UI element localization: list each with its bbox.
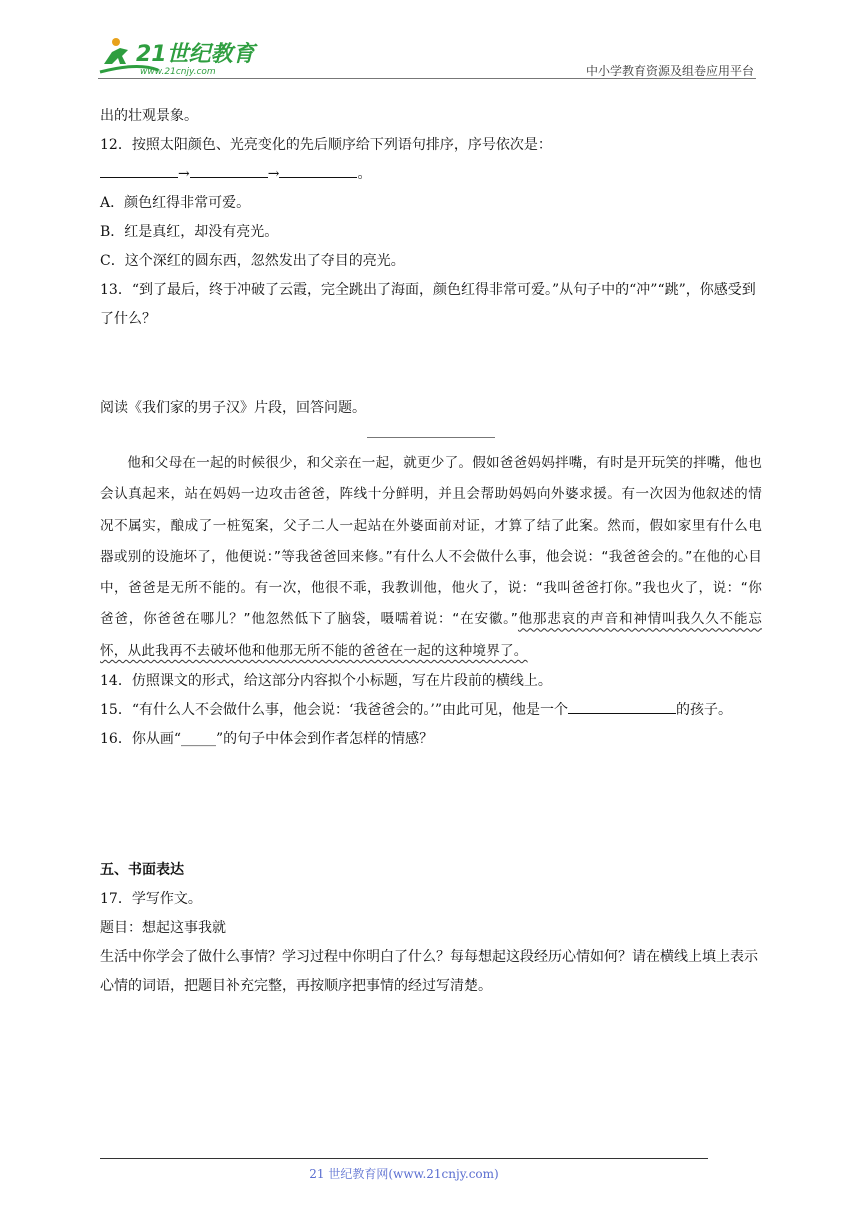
svg-text:www.21cnjy.com: www.21cnjy.com [140, 67, 216, 77]
footer-link[interactable]: 21 世纪教育网(www.21cnjy.com) [309, 1167, 499, 1181]
option-c: C．这个深红的圆东西，忽然发出了夺目的亮光。 [100, 253, 405, 269]
q15-text: 15．“有什么人不会做什么事，他会说：‘我爸爸会的。’”由此可见，他是一个 [100, 702, 569, 719]
header-divider [98, 78, 756, 79]
section-heading: 五、书面表达 [100, 862, 184, 879]
q12-answer-blanks [100, 160, 762, 189]
question-14: 14．仿照课文的形式，给这部分内容拟个小标题，写在片段前的横线上。 [100, 673, 552, 690]
essay-prompt: 生活中你学会了做什么事情？学习过程中你明白了什么？每每想起这段经历心情如何？请在横线上填上表示心情的词语，把题目补充完整，再按顺序把事情的经过写清楚。 [100, 949, 758, 995]
essay-topic: 题目：想起这事我就 [100, 920, 226, 937]
footer-divider [100, 1158, 708, 1159]
reading-passage [100, 448, 762, 667]
passage-text: 他和父母在一起的时候很少，和父亲在一起，就更少了。假如爸爸妈妈拌嘴，有时是开玩笑的拌嘴，他也会认真起来，站在妈妈一边攻击爸爸，阵线十分鲜明，并且会帮助妈妈向外婆求援。有一次因为他叙述的情况不属实，酿成了一桩冤案，父子二人一起站在外婆面前对证，才算了结了此案。然而，假如家里有什么电器或别的设施坏了，他便说：”等我爸爸回来修。”有什么人不会做什么事，他会说：“我爸爸会的。”在他的心目中，爸爸是无所不能的。有一次，他很不乖，我教训他，他火了，说：“我叫爸爸打你。”我也火了，说：“你爸爸，你爸爸在哪儿？”他忽然低下了脑袋，嗫嚅着说：“在安徽。” [100, 455, 762, 628]
text-line: 出的壮观景象。 [100, 108, 198, 124]
platform-name: 中小学教育资源及组卷应用平台 [585, 64, 754, 78]
question-12: 12．按照太阳颜色、光亮变化的先后顺序给下列语句排序，序号依次是： [100, 137, 552, 153]
option-b: B．红是真红，却没有亮光。 [100, 224, 279, 240]
question-17: 17．学写作文。 [100, 891, 202, 908]
arrow: → [267, 166, 280, 182]
question-16: 16．你从画“_____”的句子中体会到作者怎样的情感？ [100, 731, 434, 748]
svg-text:21世纪教育: 21世纪教育 [136, 42, 255, 67]
site-logo [98, 34, 263, 78]
arrow: → [178, 166, 190, 182]
answer-blank[interactable] [100, 163, 178, 178]
title-blank-line[interactable] [367, 437, 495, 438]
page-header [98, 34, 756, 78]
answer-blank[interactable] [279, 163, 357, 178]
q15-text-end: 的孩子。 [676, 702, 733, 719]
answer-blank[interactable] [190, 163, 268, 178]
answer-blank[interactable] [568, 699, 676, 714]
document-body [100, 102, 762, 1001]
question-13: 13．“到了最后，终于冲破了云霞，完全跳出了海面，颜色红得非常可爱。”从句子中的“冲”“跳”，你感受到了什么？ [100, 282, 756, 327]
question-15 [100, 696, 762, 725]
option-a: A．颜色红得非常可爱。 [100, 195, 251, 211]
reading-intro: 阅读《我们家的男子汉》片段，回答问题。 [100, 400, 366, 416]
underlined-sentence: 他那悲哀的声音和神情叫我久久不能忘怀，从此我再不去破坏他和他那无所不能的爸爸在一起的这种境界了。 [100, 611, 762, 659]
punctuation: 。 [357, 166, 372, 182]
